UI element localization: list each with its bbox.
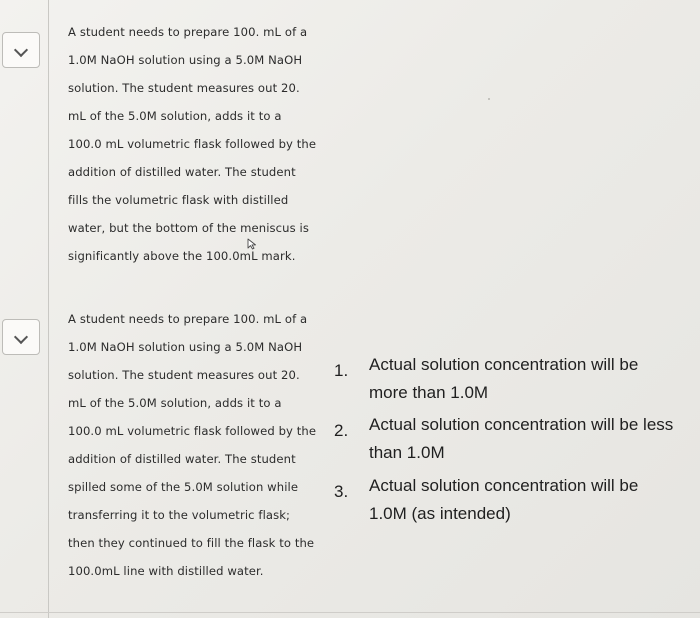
- choice-number: 3.: [334, 482, 349, 501]
- mouse-pointer-icon: [246, 238, 258, 250]
- bottom-divider: [0, 612, 700, 613]
- answer-dropdown-2[interactable]: [2, 319, 40, 355]
- choice-number: 2.: [334, 421, 349, 440]
- question-2-text: A student needs to prepare 100. mL of a 1.0M NaOH solution using a 5.0M NaOH solution. The student measures out 20. mL of the 5.0M solution, adds it to a 100.0 mL volumetric flask followed by the addition of distilled water. The student spilled some of the 5.0M solution while transferring it to the volumetric flask; then they continued to fill the flask to the 100.0mL line with distilled water.: [68, 312, 317, 578]
- chevron-down-icon: [14, 330, 28, 344]
- chevron-down-icon: [14, 43, 28, 57]
- question-1-text: A student needs to prepare 100. mL of a 1.0M NaOH solution using a 5.0M NaOH solution. The student measures out 20. mL of the 5.0M solution, adds it to a 100.0 mL volumetric flask followed by the addition of distilled water. The student fills the volumetric flask with distilled water, but the bottom of the meniscus is significantly above the 100.0mL mark.: [68, 25, 317, 263]
- answer-dropdown-1[interactable]: [2, 32, 40, 68]
- left-divider: [48, 0, 49, 618]
- choice-text: Actual solution concentration will be more than 1.0M: [369, 355, 639, 402]
- screen-speck: [488, 98, 490, 100]
- choice-text: Actual solution concentration will be 1.0M (as intended): [369, 476, 639, 523]
- choice-text: Actual solution concentration will be less than 1.0M: [369, 415, 674, 462]
- choice-number: 1.: [334, 361, 349, 380]
